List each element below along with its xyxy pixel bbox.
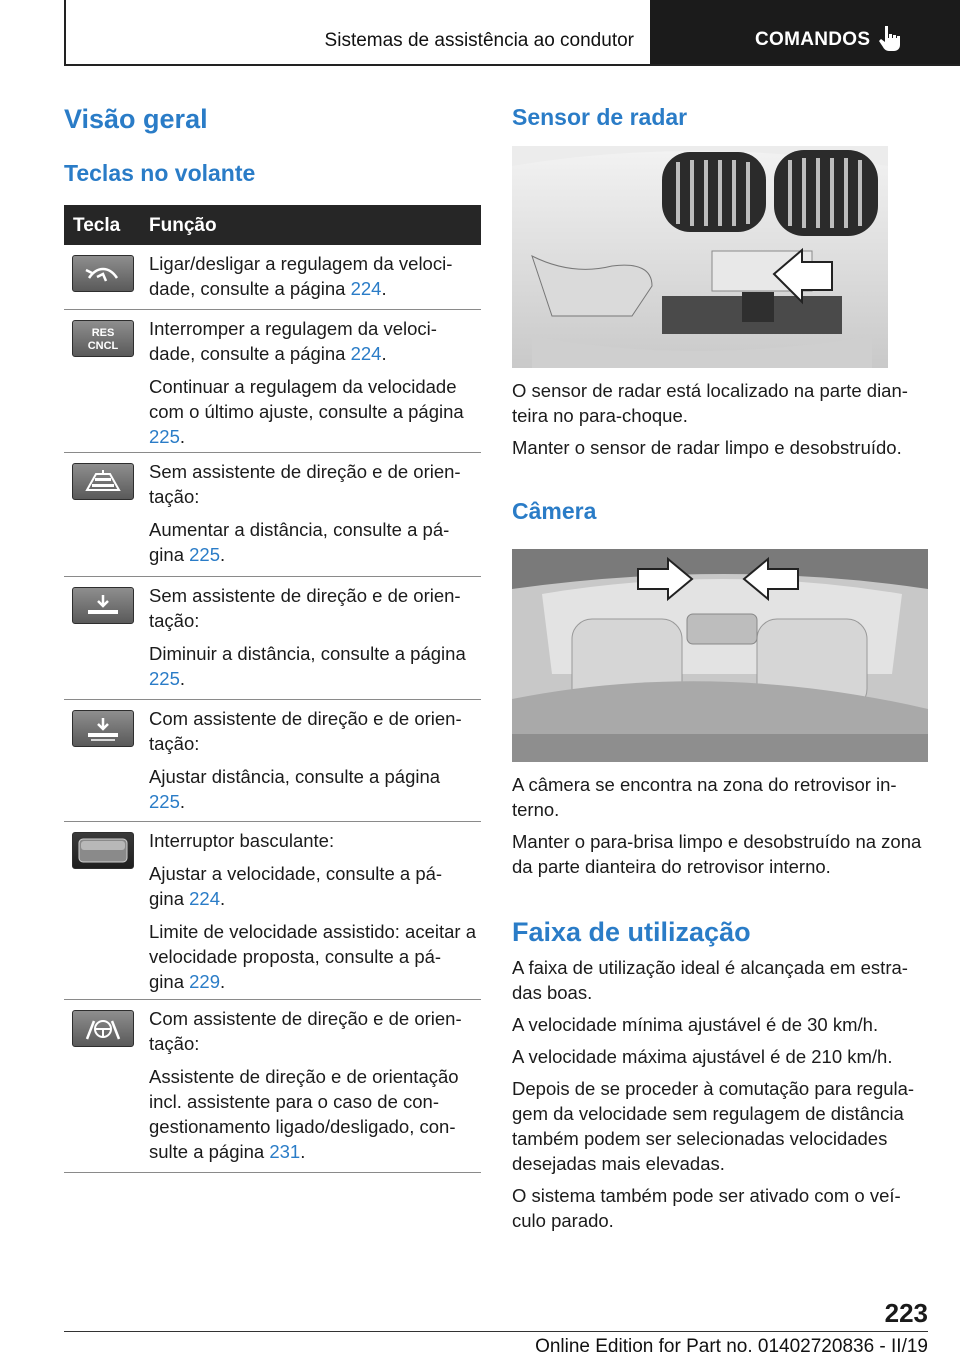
chapter-label: COMANDOS	[755, 29, 871, 50]
steering-assistant-icon	[72, 1010, 134, 1047]
svg-text:CNCL: CNCL	[87, 340, 119, 352]
distance-adjust-icon	[72, 710, 134, 747]
function-text: Sem assistente de direção e de orien‐ tação: Diminuir a distância, consulte a página 225.	[149, 585, 466, 689]
row-divider	[64, 1172, 481, 1173]
page-link[interactable]: 229	[189, 971, 220, 992]
col-header-key: Tecla	[73, 215, 121, 236]
page-link[interactable]: 225	[189, 544, 220, 565]
page-link[interactable]: 224	[189, 888, 220, 909]
section-title-steering-keys: Teclas no volante	[64, 160, 256, 186]
camera-text: A câmera se encontra na zona do retrovisor in‐ terno. Manter o para-brisa limpo e desobstruído na zona da parte dianteira do retrovisor interno.	[512, 774, 922, 877]
page-link[interactable]: 225	[149, 426, 180, 447]
chapter-tab	[650, 0, 960, 64]
function-text: Com assistente de direção e de orien‐ tação: Assistente de direção e de orientação incl. assistente para o caso de con‐ gestionamento ligado/desligado, con‐ sulte a página 231.	[149, 1008, 462, 1162]
page-link[interactable]: 225	[149, 791, 180, 812]
col-header-function: Função	[149, 215, 217, 236]
range-text: A faixa de utilização ideal é alcançada em estra‐ das boas. A velocidade mínima ajustável é de 30 km/h. A velocidade máxima ajustável é de 210 km/h. Depois de se proceder à comutação para regula‐ gem da velocidade sem regulagem de distância também podem ser selecionadas velocidades desejadas mais elevadas. O sistema também pode ser ativado com o veí‐ culo parado.	[512, 957, 915, 1231]
radar-sensor-image	[512, 146, 888, 368]
table-row	[64, 310, 481, 453]
page-header	[0, 0, 960, 66]
table-row	[64, 577, 481, 700]
function-text: Sem assistente de direção e de orien‐ tação: Aumentar a distância, consulte a pá‐ gina 225.	[149, 461, 461, 565]
table-row	[64, 822, 481, 1000]
section-title-camera: Câmera	[512, 498, 597, 524]
page-link[interactable]: 224	[350, 343, 382, 364]
distance-increase-icon	[72, 463, 134, 500]
table-row	[64, 1000, 481, 1173]
rocker-switch-icon	[72, 832, 134, 869]
section-title-radar: Sensor de radar	[512, 104, 688, 130]
function-text: Ligar/desligar a regulagem da veloci‐ dade, consulte a página 224.	[149, 253, 453, 299]
section-title-range: Faixa de utilização	[512, 917, 751, 947]
distance-decrease-icon	[72, 587, 134, 624]
cruise-control-icon	[72, 255, 134, 292]
function-text: Interromper a regulagem da veloci‐ dade, consulte a página 224. Continuar a regulagem da velocidade com o último ajuste, consulte a página 225.	[149, 318, 464, 447]
radar-text: O sensor de radar está localizado na parte dian‐ teira no para-choque. Manter o sensor de radar limpo e desobstruído.	[512, 380, 908, 458]
footer-rule	[64, 1331, 928, 1332]
svg-text:RES: RES	[91, 327, 115, 339]
function-text: Interruptor basculante: Ajustar a velocidade, consulte a pá‐ gina 224. Limite de velocidade assistido: aceitar a velocidade proposta, consulte a pá‐ gina 229.	[149, 830, 477, 992]
page-link[interactable]: 225	[149, 668, 180, 689]
function-text: Com assistente de direção e de orien‐ tação: Ajustar distância, consulte a página 225.	[149, 708, 462, 812]
res-cncl-icon	[72, 320, 134, 357]
table-header	[64, 205, 481, 245]
camera-image	[512, 549, 928, 762]
hand-pointer-icon	[877, 24, 903, 52]
edition-note: Online Edition for Part no. 01402720836 - II/19	[535, 1336, 928, 1357]
table-row	[64, 245, 481, 310]
header-section-title: Sistemas de assistência ao condutor	[324, 30, 634, 51]
page-title: Visão geral	[64, 104, 208, 134]
page-number: 223	[884, 1298, 928, 1328]
page-link[interactable]: 231	[269, 1141, 301, 1162]
page-link[interactable]: 224	[350, 278, 382, 299]
table-row	[64, 700, 481, 822]
header-rule	[64, 64, 960, 66]
table-row	[64, 453, 481, 577]
